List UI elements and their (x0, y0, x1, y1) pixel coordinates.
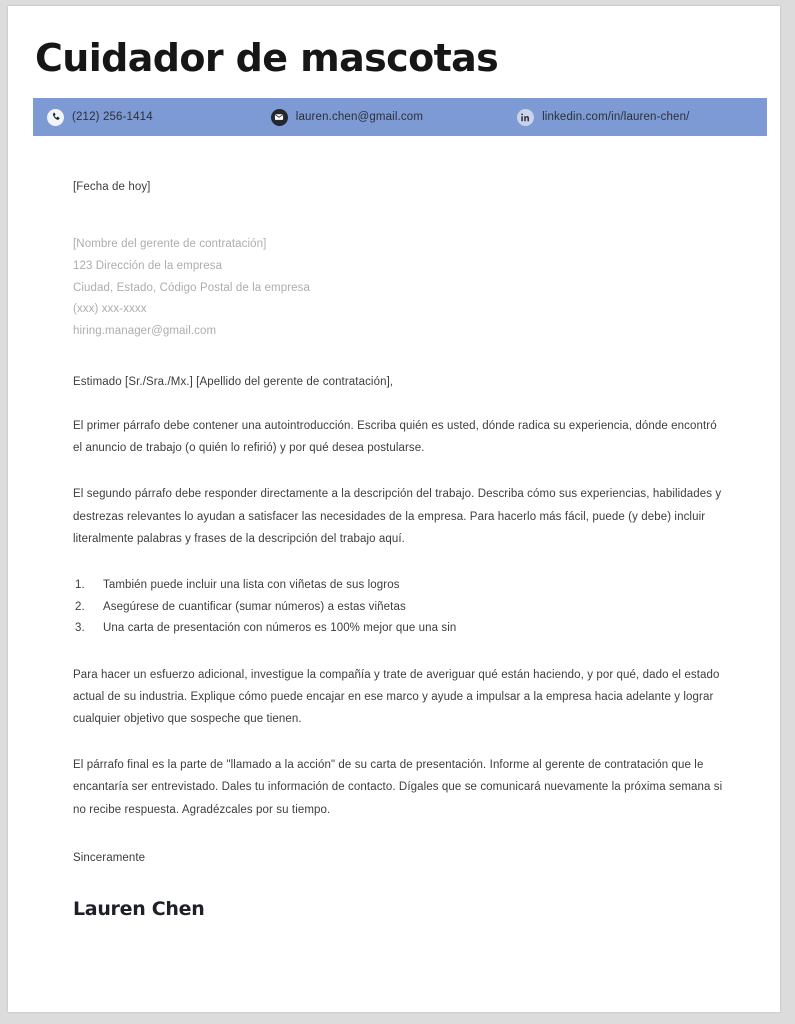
phone-icon (47, 109, 64, 126)
contact-bar (33, 98, 767, 136)
recipient-email: hiring.manager@gmail.com (73, 325, 217, 338)
contact-linkedin-text: linkedin.com/in/lauren-chen/ (542, 111, 690, 123)
letter-page (8, 6, 780, 1012)
list-item: Asegúrese de cuantificar (sumar números) a estas viñetas (103, 600, 406, 613)
recipient-block (73, 234, 728, 343)
paragraph-intro: El primer párrafo debe contener una autointroducción. Escriba quién es usted, dónde radica su experiencia, dónde encontró el anuncio de trabajo (o quién lo refirió) y por qué desea postularse. (73, 419, 717, 455)
linkedin-icon (517, 109, 534, 126)
email-icon (271, 109, 288, 126)
paragraph-research: Para hacer un esfuerzo adicional, investigue la compañía y trate de averiguar qué están haciendo, y por qué, dado el estado actual de su industria. Explique cómo puede encajar en ese marco y ayude a impulsar a la empresa hacia adelante y lograr cualquier objetivo que sospeche que tienen. (73, 668, 720, 725)
contact-item-email[interactable] (271, 98, 423, 136)
contact-phone-text: (212) 256-1414 (72, 111, 153, 123)
salutation: Estimado [Sr./Sra./Mx.] [Apellido del gerente de contratación], (73, 375, 394, 388)
recipient-phone: (xxx) xxx-xxxx (73, 303, 147, 316)
letter-body (73, 178, 728, 921)
recipient-name: [Nombre del gerente de contratación] (73, 238, 267, 250)
recipient-city: Ciudad, Estado, Código Postal de la empresa (73, 281, 310, 294)
date-line: [Fecha de hoy] (73, 181, 151, 193)
achievements-list (73, 575, 728, 640)
contact-item-linkedin[interactable] (517, 98, 689, 136)
contact-email-text: lauren.chen@gmail.com (295, 111, 424, 123)
list-item: También puede incluir una lista con viñetas de sus logros (103, 579, 400, 591)
closing-line: Sinceramente (73, 851, 146, 864)
paragraph-qualifications: El segundo párrafo debe responder directamente a la descripción del trabajo. Describa cómo sus experiencias, habilidades y destrezas relevantes lo ayudan a satisfacer las necesidades de la empresa. Para hacerlo más fácil, puede (y debe) incluir literalmente palabras y frases de la descripción del trabajo aquí. (73, 488, 722, 545)
page-title: Cuidador de mascotas (35, 36, 499, 80)
recipient-street: 123 Dirección de la empresa (73, 259, 223, 272)
list-item: Una carta de presentación con números es 100% mejor que una sin (103, 622, 457, 634)
paragraph-call-to-action: El párrafo final es la parte de "llamado a la acción" de su carta de presentación. Informe al gerente de contratación que le encantaría ser entrevistado. Dales tu información de contacto. Dígales que se comunicará nuevamente la próxima semana si no recibe respuesta. Agradézcales por su tiempo. (73, 759, 723, 816)
signature-name: Lauren Chen (73, 897, 205, 920)
contact-item-phone[interactable] (47, 98, 153, 136)
